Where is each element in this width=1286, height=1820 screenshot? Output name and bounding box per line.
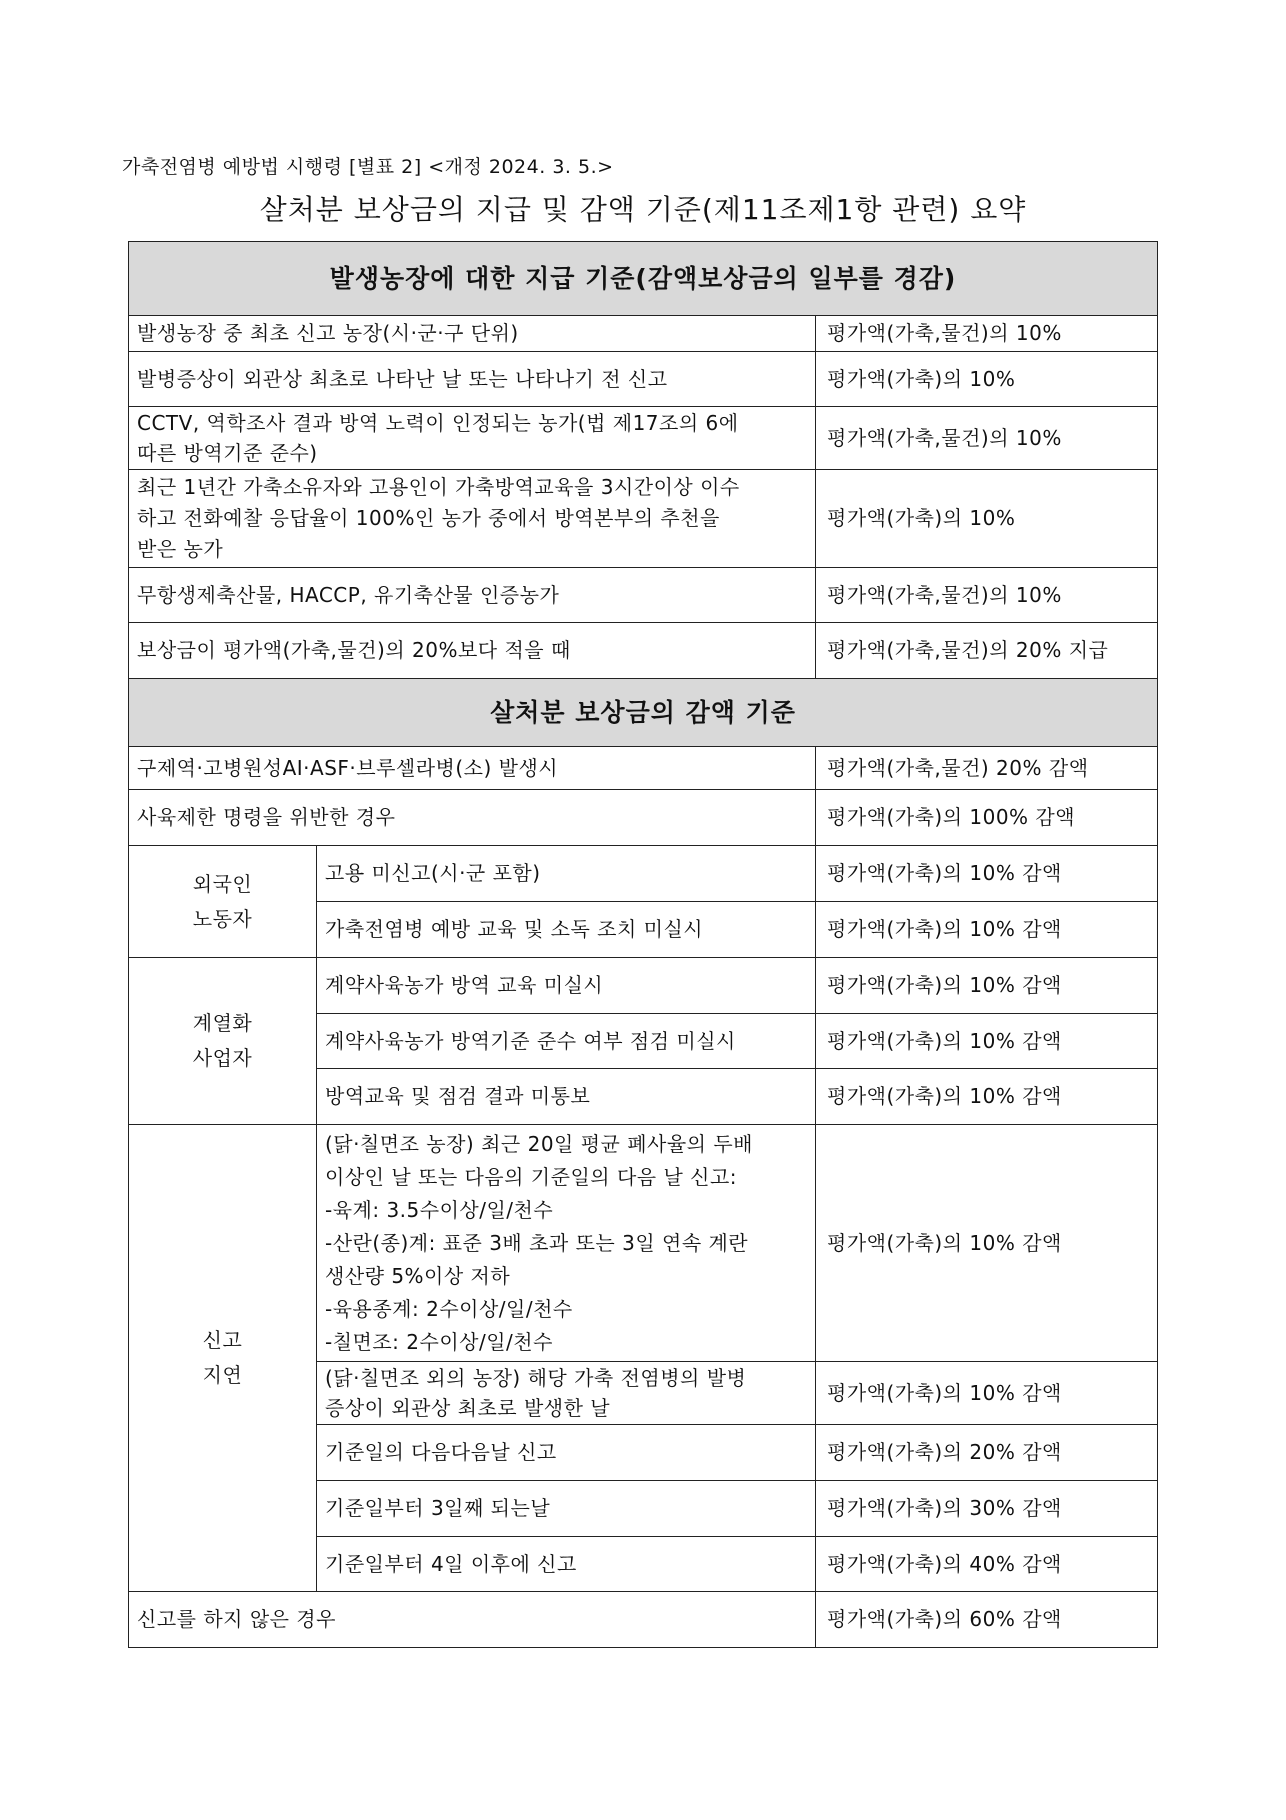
amount-cell: 평가액(가축,물건)의 20% 지급 [816,623,1158,679]
amount-cell: 평가액(가축)의 10% 감액 [816,902,1158,958]
table-row [129,568,1158,623]
amount-cell: 평가액(가축)의 20% 감액 [816,1425,1158,1481]
criteria-cell: 가축전염병 예방 교육 및 소독 조치 미실시 [317,902,816,958]
table-row [129,352,1158,407]
category-line: 지연 [202,1363,243,1387]
criteria-line: 받은 농가 [137,537,224,561]
table-row [129,316,1158,352]
document-title: 살처분 보상금의 지급 및 감액 기준(제11조제1항 관련) 요약 [259,193,1027,226]
criteria-line: -육용종계: 2수이상/일/천수 [325,1296,573,1321]
table-row [129,407,1158,470]
table-row [129,1125,1158,1362]
criteria-cell: 사육제한 명령을 위반한 경우 [129,790,816,846]
criteria-cell [317,1481,816,1537]
section-header-reduction [129,679,1158,747]
table-row [129,470,1158,568]
criteria-cell: 방역교육 및 점검 결과 미통보 [317,1069,816,1125]
amount-cell: 평가액(가축)의 10% 감액 [816,1125,1158,1362]
section-title-reduction: 살처분 보상금의 감액 기준 [129,679,1158,747]
law-reference-line: 가축전염병 예방법 시행령 [별표 2] <개정 2024. 3. 5.> [122,156,614,178]
criteria-cell [317,1125,816,1362]
table-row [129,846,1158,902]
criteria-line: -산란(종)계: 표준 3배 초과 또는 3일 연속 계란 [325,1230,749,1255]
amount-cell: 평가액(가축)의 10% 감액 [816,1362,1158,1425]
criteria-cell [129,316,816,352]
criteria-line: 발병증상이 외관상 최초로 나타난 날 또는 나타나기 전 신고 [137,366,668,391]
criteria-line: 발생농장 중 최초 신고 농장(시·군·구 단위) [137,321,519,345]
criteria-line: CCTV, 역학조사 결과 방역 노력이 인정되는 농가(법 제17조의 6에 [137,411,739,435]
table-row [129,623,1158,679]
criteria-line: -칠면조: 2수이상/일/천수 [325,1329,553,1354]
criteria-cell: 계약사육농가 방역 교육 미실시 [317,958,816,1014]
criteria-cell [317,1537,816,1592]
criteria-cell: 고용 미신고(시·군 포함) [317,846,816,902]
criteria-cell [317,1362,816,1425]
category-line: 외국인 [192,871,253,896]
criteria-line: 생산량 5%이상 저하 [325,1263,511,1288]
criteria-line: 따른 방역기준 준수) [137,441,318,465]
amount-cell: 평가액(가축,물건)의 10% [816,407,1158,470]
category-line: 사업자 [192,1046,253,1070]
amount-cell: 평가액(가축,물건)의 10% [816,316,1158,352]
amount-cell: 평가액(가축)의 10% 감액 [816,1069,1158,1125]
criteria-line: (닭·칠면조 농장) 최근 20일 평균 폐사율의 두배 [325,1131,753,1156]
criteria-cell [129,352,816,407]
criteria-line: 기준일부터 4일 이후에 신고 [325,1551,577,1576]
category-foreign-workers [129,846,317,958]
amount-cell: 평가액(가축,물건) 20% 감액 [816,747,1158,790]
amount-cell: 평가액(가축)의 60% 감액 [816,1592,1158,1648]
section-title-payment: 발생농장에 대한 지급 기준(감액보상금의 일부를 경감) [129,242,1158,316]
criteria-line: 최근 1년간 가축소유자와 고용인이 가축방역교육을 3시간이상 이수 [137,475,740,499]
amount-cell: 평가액(가축)의 10% 감액 [816,846,1158,902]
criteria-cell [129,568,816,623]
criteria-cell [129,470,816,568]
category-line: 신고 [202,1328,243,1352]
criteria-line: 기준일부터 3일째 되는날 [325,1496,551,1520]
criteria-cell [129,623,816,679]
criteria-line: (닭·칠면조 외의 농장) 해당 가축 전염병의 발병 [325,1366,747,1390]
criteria-cell: 계약사육농가 방역기준 준수 여부 점검 미실시 [317,1014,816,1069]
amount-cell: 평가액(가축)의 10% 감액 [816,1014,1158,1069]
table-row [129,747,1158,790]
amount-cell: 평가액(가축)의 30% 감액 [816,1481,1158,1537]
category-line: 계열화 [192,1011,253,1035]
table-row [129,1592,1158,1648]
category-integrators [129,958,317,1125]
criteria-cell [317,1425,816,1481]
category-late-report [129,1125,317,1592]
category-line: 노동자 [192,906,253,931]
amount-cell: 평가액(가축)의 10% 감액 [816,958,1158,1014]
table-row [129,790,1158,846]
amount-cell: 평가액(가축)의 100% 감액 [816,790,1158,846]
criteria-cell: 구제역·고병원성AI·ASF·브루셀라병(소) 발생시 [129,747,816,790]
criteria-line: 이상인 날 또는 다음의 기준일의 다음 날 신고: [325,1164,737,1189]
amount-cell: 평가액(가축,물건)의 10% [816,568,1158,623]
amount-cell: 평가액(가축)의 40% 감액 [816,1537,1158,1592]
section-header-payment [129,242,1158,316]
amount-cell: 평가액(가축)의 10% [816,352,1158,407]
criteria-cell [129,407,816,470]
criteria-line: 증상이 외관상 최초로 발생한 날 [325,1396,611,1420]
criteria-line: -육계: 3.5수이상/일/천수 [325,1197,554,1222]
criteria-line: 기준일의 다음다음날 신고 [325,1440,557,1464]
compensation-criteria-table [128,241,1158,1648]
criteria-line: 하고 전화예찰 응답율이 100%인 농가 중에서 방역본부의 추천을 [137,506,720,530]
criteria-line: 무항생제축산물, HACCP, 유기축산물 인증농가 [137,582,560,607]
amount-cell: 평가액(가축)의 10% [816,470,1158,568]
table-row [129,958,1158,1014]
criteria-line: 보상금이 평가액(가축,물건)의 20%보다 적을 때 [137,638,571,662]
criteria-cell: 신고를 하지 않은 경우 [129,1592,816,1648]
